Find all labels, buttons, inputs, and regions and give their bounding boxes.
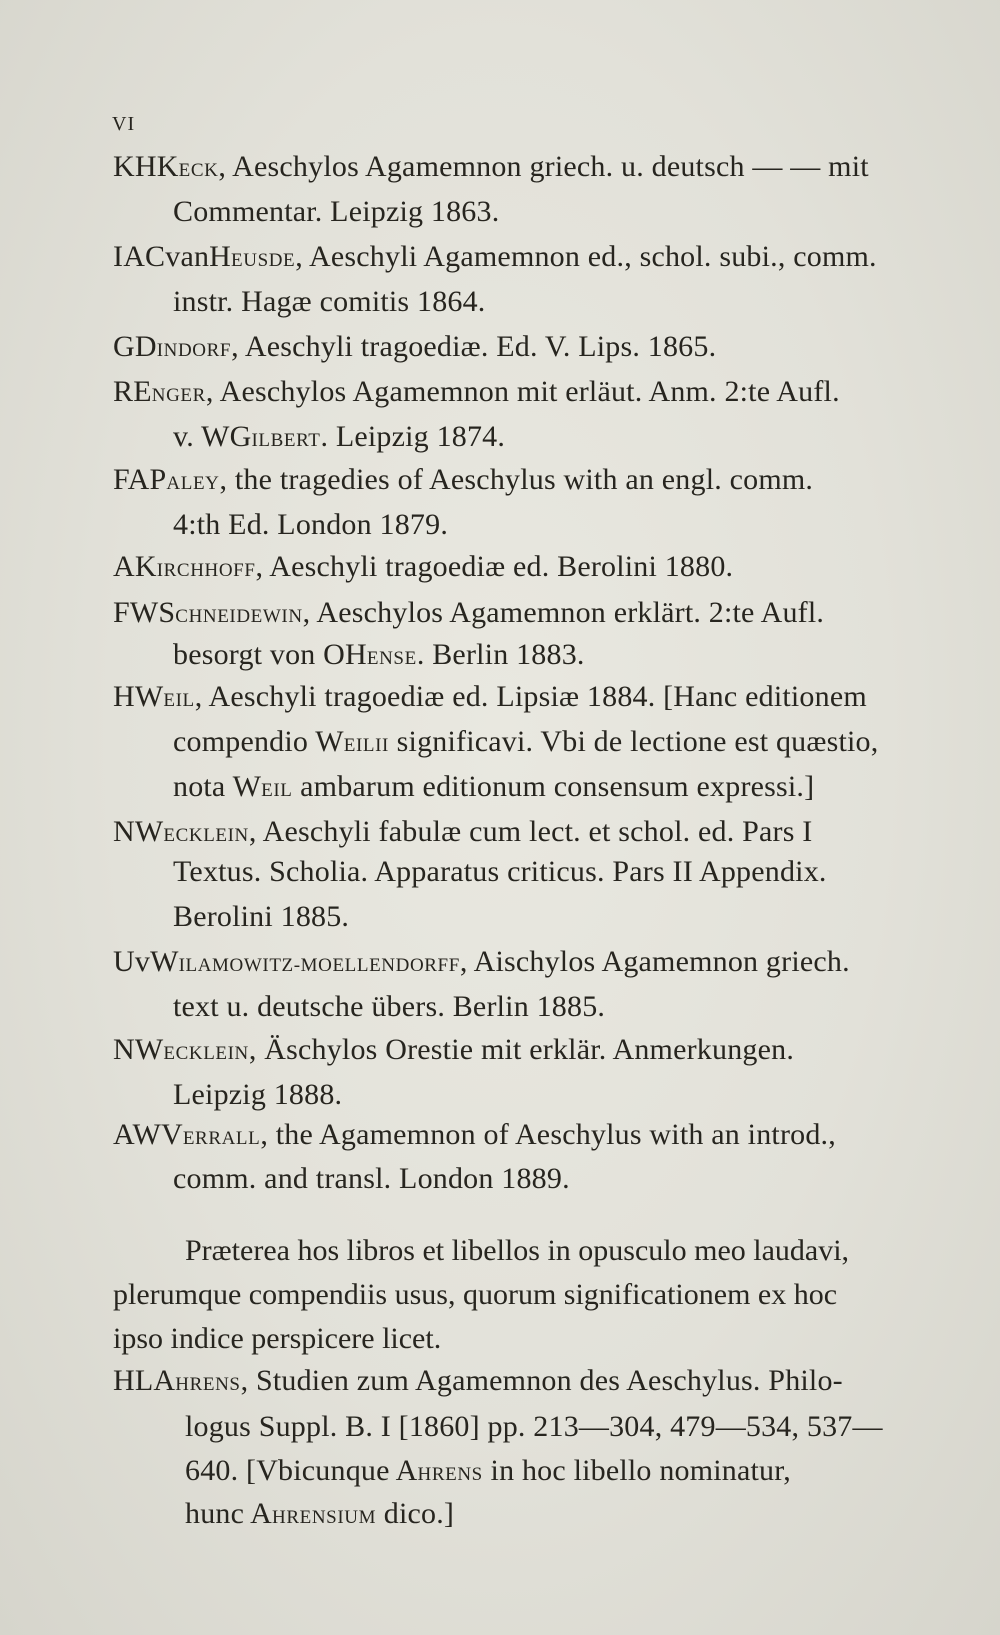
entry-continuation-line	[173, 1162, 570, 1196]
entry-continuation-line	[173, 900, 349, 934]
author-name-smallcaps: NGER	[151, 385, 206, 406]
entry-continuation-line	[173, 508, 448, 542]
text-run: KHK	[113, 150, 179, 183]
author-name-smallcaps: HRENS	[417, 1464, 483, 1485]
entry-continuation-line	[185, 1497, 454, 1535]
entry-first-line	[113, 596, 824, 634]
text-run: 640. [Vbicunque A	[185, 1454, 418, 1487]
text-run: besorgt von OH	[173, 638, 367, 671]
author-name-smallcaps: EIL	[163, 690, 195, 711]
entry-first-line	[113, 680, 867, 718]
text-run: , Aeschyli tragoediæ ed. Berolini 1880.	[255, 550, 734, 583]
entry-first-line	[113, 1364, 843, 1402]
entry-first-line	[113, 550, 733, 588]
entry-first-line	[113, 463, 813, 501]
author-name-smallcaps: HRENS	[175, 1374, 241, 1395]
text-run: in hoc libello nominatur,	[482, 1454, 791, 1487]
page-number: VI	[112, 113, 136, 135]
text-run: Commentar. Leipzig 1863.	[173, 195, 500, 228]
entry-continuation-line	[185, 1410, 883, 1444]
text-run: FAP	[113, 463, 167, 496]
text-run: AWV	[113, 1118, 183, 1151]
text-run: HLA	[113, 1364, 176, 1397]
text-run: RE	[113, 375, 152, 408]
text-run: AK	[113, 550, 157, 583]
entry-continuation-line	[173, 195, 499, 229]
text-run: IACvanH	[113, 240, 232, 273]
author-name-smallcaps: EILII	[343, 735, 389, 756]
entry-first-line	[113, 240, 877, 278]
entry-continuation-line	[173, 638, 585, 676]
text-run: , Aeschyli tragoediæ. Ed. V. Lips. 1865.	[231, 330, 717, 363]
text-run: . Berlin 1883.	[416, 638, 585, 671]
author-name-smallcaps: HRENSIUM	[272, 1507, 377, 1528]
text-run: Leipzig 1888.	[173, 1078, 343, 1111]
text-run: Textus. Scholia. Apparatus criticus. Pars II Appendix.	[173, 855, 827, 888]
text-run: , the tragedies of Aeschylus with an engl. comm.	[219, 463, 814, 496]
author-name-smallcaps: ENSE	[366, 648, 417, 669]
text-run: instr. Hagæ comitis 1864.	[173, 285, 486, 318]
entry-continuation-line	[173, 1078, 342, 1112]
paragraph-line: plerumque compendiis usus, quorum significationem ex hoc	[113, 1278, 838, 1311]
entry-first-line	[113, 815, 813, 853]
entry-first-line	[113, 1118, 836, 1156]
paragraph-line: Præterea hos libros et libellos in opusculo meo laudavi,	[185, 1234, 850, 1267]
author-name-smallcaps: ECK	[178, 160, 219, 181]
entry-continuation-line	[185, 1454, 791, 1492]
entry-continuation-line	[173, 725, 878, 763]
text-run: Berolini 1885.	[173, 900, 350, 933]
author-name-smallcaps: IRCHHOFF	[156, 560, 256, 581]
text-run: , Aeschylos Agamemnon griech. u. deutsch — — mit	[218, 150, 869, 183]
entry-first-line	[113, 945, 850, 983]
entry-continuation-line	[173, 990, 605, 1024]
author-name-smallcaps: ERRALL	[182, 1128, 261, 1149]
text-run: logus Suppl. B. I [1860] pp. 213—304, 479—534, 537—	[185, 1410, 883, 1443]
text-run: comm. and transl. London 1889.	[173, 1162, 570, 1195]
entry-first-line	[113, 150, 869, 188]
text-run: GD	[113, 330, 157, 363]
entry-continuation-line	[173, 770, 814, 808]
entry-continuation-line	[173, 855, 827, 889]
author-name-smallcaps: ILBERT	[251, 430, 321, 451]
author-name-smallcaps: ILAMOWITZ-MOELLENDORFF	[178, 955, 460, 976]
text-run: v. WG	[173, 420, 252, 453]
text-run: nota W	[173, 770, 262, 803]
text-run: NW	[113, 1033, 164, 1066]
text-run: text u. deutsche übers. Berlin 1885.	[173, 990, 606, 1023]
author-name-smallcaps: INDORF	[156, 340, 232, 361]
text-run: NW	[113, 815, 164, 848]
text-run: dico.]	[376, 1497, 455, 1530]
text-run: , Aischylos Agamemnon griech.	[459, 945, 850, 978]
text-run: , the Agamemnon of Aeschylus with an introd.,	[260, 1118, 836, 1151]
entry-first-line	[113, 375, 840, 413]
text-run: , Aeschylos Agamemnon erklärt. 2:te Aufl.	[302, 596, 825, 629]
text-run: 4:th Ed. London 1879.	[173, 508, 449, 541]
text-run: , Aeschylos Agamemnon mit erläut. Anm. 2:te Aufl.	[205, 375, 840, 408]
author-name-smallcaps: EUSDE	[231, 250, 296, 271]
text-run: hunc A	[185, 1497, 273, 1530]
text-run: significavi. Vbi de lectione est quæstio,	[388, 725, 879, 758]
entry-continuation-line	[173, 420, 505, 458]
text-run: . Leipzig 1874.	[320, 420, 506, 453]
text-run: UvW	[113, 945, 179, 978]
entry-first-line	[113, 330, 716, 368]
author-name-smallcaps: EIL	[261, 780, 293, 801]
entry-first-line	[113, 1033, 794, 1071]
author-name-smallcaps: ALEY	[166, 473, 220, 494]
author-name-smallcaps: ECKLEIN	[163, 1043, 249, 1064]
author-name-smallcaps: CHNEIDEWIN	[175, 606, 303, 627]
text-run: , Aeschyli Agamemnon ed., schol. subi., comm.	[295, 240, 877, 273]
text-run: ambarum editionum consensum expressi.]	[292, 770, 815, 803]
text-run: , Studien zum Agamemnon des Aeschylus. Philo-	[240, 1364, 843, 1397]
text-run: , Äschylos Orestie mit erklär. Anmerkungen.	[248, 1033, 795, 1066]
author-name-smallcaps: ECKLEIN	[163, 825, 249, 846]
text-run: , Aeschyli tragoediæ ed. Lipsiæ 1884. [Hanc editionem	[194, 680, 867, 713]
text-run: FWS	[113, 596, 176, 629]
text-run: , Aeschyli fabulæ cum lect. et schol. ed. Pars I	[248, 815, 813, 848]
entry-continuation-line	[173, 285, 486, 319]
paragraph-line: ipso indice perspicere licet.	[113, 1322, 442, 1355]
text-run: compendio W	[173, 725, 344, 758]
text-run: HW	[113, 680, 164, 713]
